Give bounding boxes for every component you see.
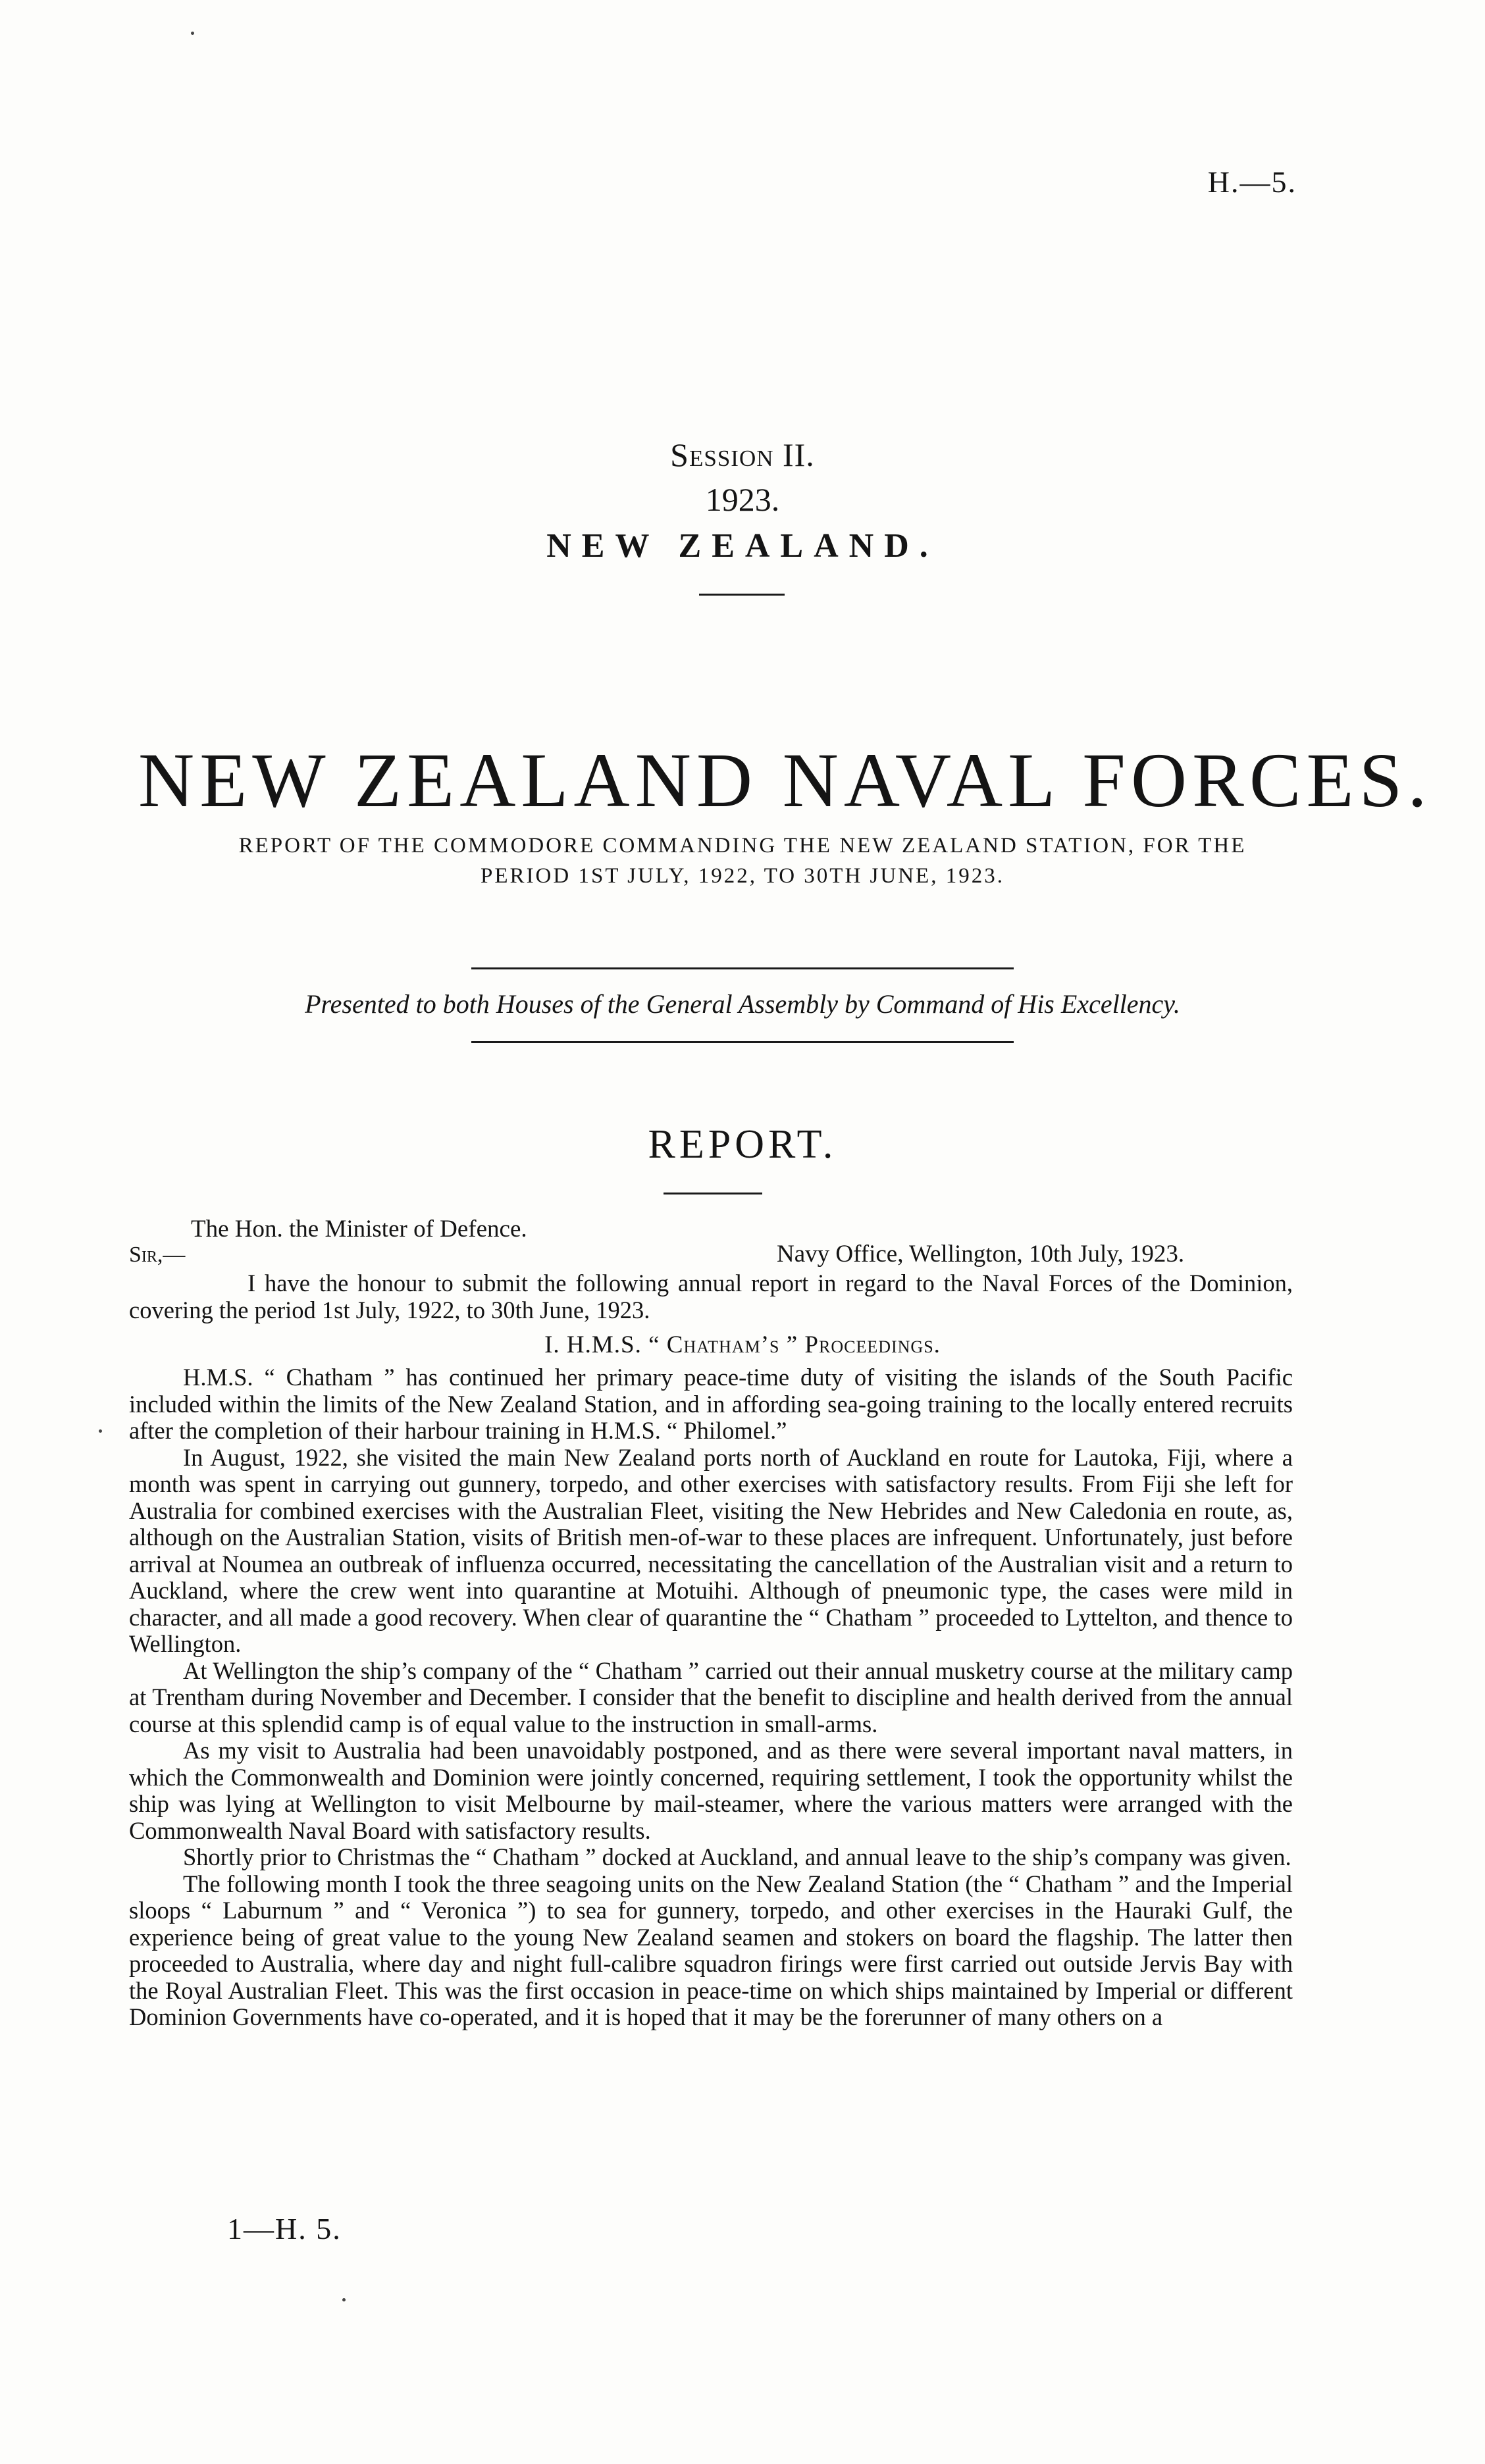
divider-rule xyxy=(699,594,785,596)
session-word: Session xyxy=(670,436,774,473)
divider-rule xyxy=(664,1193,762,1194)
country: NEW ZEALAND. xyxy=(546,527,939,565)
divider-rule xyxy=(471,1041,1014,1043)
presented-note: Presented to both Houses of the General Assembly by Command of His Excellency. xyxy=(305,989,1180,1019)
section-heading-name: Chatham’s xyxy=(666,1331,780,1358)
section-heading xyxy=(0,1331,1485,1359)
body-paragraph: The following month I took the three seagoing units on the New Zealand Station (the “ Chatham ” and the Imperial sloops “ Laburnum ” and “ Veronica ”) to sea for gunnery, torpedo, and other exercises in the Hauraki Gulf, the experience being of great value to the young New Zealand seamen and stokers on board the flagship. The latter then proceeded to Australia, where day and night full-calibre squadron firings were first carried out outside Jervis Bay with the Royal Australian Fleet. This was the first occasion in peace-time on which ships maintained by Imperial or different Dominion Governments have co-operated, and it is hoped that it may be the forerunner of many others on a xyxy=(129,1870,1293,2030)
print-speck xyxy=(191,32,194,35)
print-speck xyxy=(99,1429,102,1433)
body-paragraph: In August, 1922, she visited the main New Zealand ports north of Auckland en route for Lautoka, Fiji, where a month was spent in carrying out gunnery, torpedo, and other exercises with satisfactory results. From Fiji she left for Australia for combined exercises with the Australian Fleet, visiting the New Hebrides and New Caledonia en route, as, although on the Australian Station, visits of British men-of-war to these places are infrequent. Unfortunately, just before arrival at Noumea an outbreak of influenza occurred, necessitating the cancellation of the Australian visit and a return to Auckland, where the crew went into quarantine at Motuihi. Although of pneumonic type, the cases were mild in character, and all made a good recovery. When clear of quarantine the “ Chatham ” proceeded to Lyttelton, and thence to Wellington. xyxy=(129,1443,1293,1657)
section-heading-suffix: ” Proceedings. xyxy=(779,1331,941,1358)
body-paragraphs xyxy=(129,1364,1293,2031)
salutation: Sir,— xyxy=(129,1243,186,1267)
footer-signature: 1—H. 5. xyxy=(227,2212,342,2246)
divider-rule xyxy=(471,967,1014,969)
intro-paragraph xyxy=(129,1270,1293,1323)
intro-text: I have the honour to submit the following annual report in regard to the Naval Forces of the Dominion, covering the period 1st July, 1922, to 30th June, 1923. xyxy=(129,1270,1293,1323)
addressee: The Hon. the Minister of Defence. xyxy=(191,1216,527,1243)
section-heading-prefix: I. H.M.S. “ xyxy=(544,1331,667,1358)
session-number: II. xyxy=(783,436,815,473)
session-line xyxy=(0,436,1485,474)
page-reference: H.—5. xyxy=(1207,165,1297,199)
report-heading: REPORT. xyxy=(648,1122,837,1167)
dateline: Navy Office, Wellington, 10th July, 1923. xyxy=(777,1241,1185,1268)
body-paragraph: H.M.S. “ Chatham ” has continued her primary peace-time duty of visiting the islands of the South Pacific included within the limits of the New Zealand Station, and in affording sea-going training to the locally entered recruits after the completion of their harbour training in H.M.S. “ Philomel.” xyxy=(129,1364,1293,1444)
main-title: NEW ZEALAND NAVAL FORCES. xyxy=(138,737,1432,823)
year: 1923. xyxy=(705,481,780,518)
body-paragraph: At Wellington the ship’s company of the “ Chatham ” carried out their annual musketry course at the military camp at Trentham during November and December. I consider that the benefit to discipline and health derived from the annual course at this splendid camp is of equal value to the instruction in small-arms. xyxy=(129,1656,1293,1737)
body-paragraph: As my visit to Australia had been unavoidably postponed, and as there were several important naval matters, in which the Commonwealth and Dominion were jointly concerned, requiring settlement, I took the opportunity whilst the ship was lying at Wellington to visit Melbourne by mail-steamer, where the various matters were arranged with the Commonwealth Naval Board with satisfactory results. xyxy=(129,1737,1293,1844)
print-speck xyxy=(342,2298,346,2301)
subtitle: REPORT OF THE COMMODORE COMMANDING THE NEW ZEALAND STATION, FOR THE PERIOD 1ST JULY, 1922, TO 30TH JUNE, 1923. xyxy=(238,834,1247,888)
body-paragraph: Shortly prior to Christmas the “ Chatham ” docked at Auckland, and annual leave to the ship’s company was given. xyxy=(183,1843,1291,1870)
